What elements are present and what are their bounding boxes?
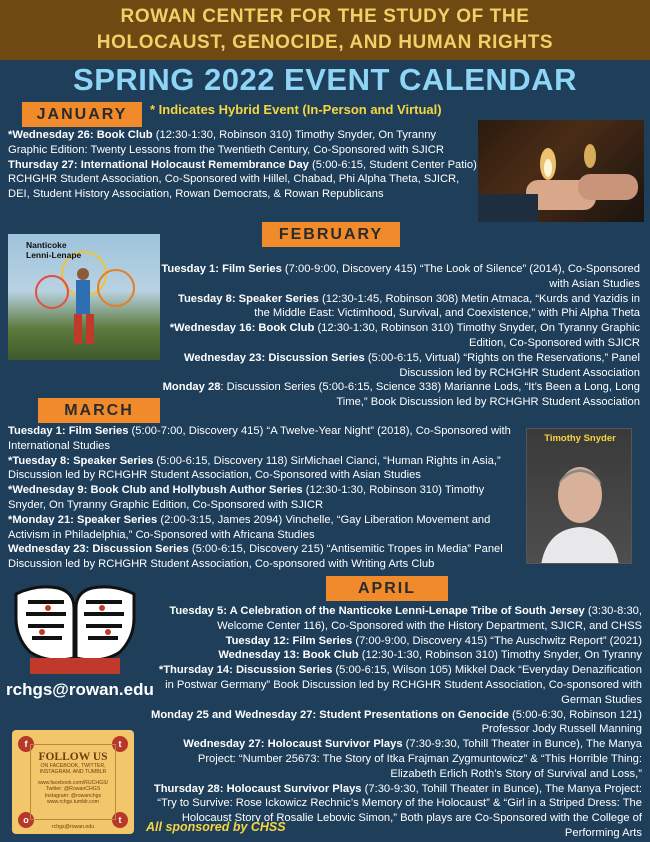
event-item: *Wednesday 26: Book Club (12:30-1:30, Robinson 310) Timothy Snyder, On Tyranny Graphic Edition: Twenty Lessons from the Twentieth Century, Co-Sponsored with SJICR bbox=[8, 129, 444, 156]
follow-us-line-2: INSTAGRAM, AND TUMBLR bbox=[39, 769, 107, 776]
follow-us-email[interactable]: rchgs@rowan.edu bbox=[51, 824, 95, 830]
candles-photo bbox=[478, 120, 644, 222]
event-item: Tuesday 1: Film Series (7:00-9:00, Discovery 415) “The Look of Silence” (2014), Co-Sponsored with Asian Studies bbox=[161, 263, 640, 290]
header-banner bbox=[0, 0, 650, 60]
march-events bbox=[8, 424, 512, 572]
banner-line-2: HOLOCAUST, GENOCIDE, AND HUMAN RIGHTS bbox=[96, 32, 554, 53]
event-item: Wednesday 23: Discussion Series (5:00-6:15, Virtual) “Rights on the Reservations,” Panel Discussion led by RCHGHR Student Association bbox=[183, 351, 640, 379]
snyder-caption: Timothy Snyder bbox=[544, 433, 616, 444]
month-april: APRIL bbox=[326, 576, 448, 601]
hands-illustration bbox=[8, 578, 142, 676]
hands-logo bbox=[8, 578, 142, 676]
hybrid-note: * Indicates Hybrid Event (In-Person and Virtual) bbox=[150, 102, 442, 117]
tumblr-icon[interactable]: t bbox=[112, 812, 128, 828]
candles-illustration bbox=[478, 120, 644, 222]
event-item: *Wednesday 9: Book Club and Hollybush Author Series (12:30-1:30, Robinson 310) Timothy Snyder, On Tyranny Graphic Edition, Co-Sponsored with SJICR bbox=[8, 484, 485, 511]
event-item: Tuesday 5: A Celebration of the Nanticoke Lenni-Lenape Tribe of South Jersey (3:30-8:30, Welcome Center 116), Co-Sponsored with the History Department, SJICR, and CHSS bbox=[169, 605, 642, 632]
tumblr-link[interactable]: www.rchgs.tumblr.com bbox=[47, 799, 99, 806]
event-item: Monday 28: Discussion Series (5:00-6:15, Science 338) Marianne Lods, “It’s Been a Long, Long Time,” Book Discussion led by RCHGHR Student Association bbox=[162, 381, 640, 409]
sponsor-note: All sponsored by CHSS bbox=[146, 820, 286, 834]
event-item: Wednesday 27: Holocaust Survivor Plays (7:30-9:30, Tohill Theater in Bunce), The Manya Project: “Number 25673: The Story of Itka Frajman Zygmuntowicz” & “This Horrible Thing: Elizabeth Erlich Roth’s Story of Survival and Loss,” bbox=[183, 738, 642, 780]
month-february: FEBRUARY bbox=[262, 222, 400, 247]
contact-email[interactable]: rchgs@rowan.edu bbox=[6, 680, 154, 699]
instagram-link[interactable]: Instagram: @rowanchgs bbox=[44, 792, 102, 799]
twitter-link[interactable]: Twitter: @RowanCHGS bbox=[45, 786, 101, 793]
month-march: MARCH bbox=[38, 398, 160, 423]
snyder-photo bbox=[526, 428, 632, 564]
page-title: SPRING 2022 EVENT CALENDAR bbox=[73, 62, 577, 97]
april-events bbox=[150, 604, 642, 841]
event-item: *Tuesday 8: Speaker Series (5:00-6:15, Discovery 118) SirMichael Cianci, “Human Rights in Asia,” Discussion led by RCHGHR Student Association, Co-Sponsored with Asian Studies bbox=[8, 454, 501, 482]
month-january: JANUARY bbox=[22, 102, 142, 127]
facebook-link[interactable]: www.facebook.com/RUCHGS/ bbox=[37, 779, 109, 786]
event-item: *Thursday 14: Discussion Series (5:00-6:15, Wilson 105) Mikkel Dack “Everyday Denazification in Postwar Germany” Book Discussion led by RCHGHR Student Association, Co-sponsored with German Studies bbox=[158, 664, 642, 706]
february-events bbox=[160, 262, 640, 410]
event-item: Wednesday 13: Book Club (12:30-1:30, Robinson 310) Timothy Snyder, On Tyranny bbox=[218, 649, 642, 662]
event-item: Thursday 27: International Holocaust Remembrance Day (5:00-6:15, Student Center Patio) RCHGHR Student Association, Co-Sponsored with Hillel, Chabad, Phi Alpha Theta, SJICR, DEI, Student History Association, Rowan Democrats, & Rowan Republicans bbox=[8, 158, 477, 201]
january-events bbox=[8, 128, 478, 202]
event-item: Tuesday 12: Film Series (7:00-9:00, Discovery 415) “The Auschwitz Report” (2021) bbox=[225, 634, 642, 647]
event-item: Monday 25 and Wednesday 27: Student Presentations on Genocide (5:00-6:30, Robinson 121) Professor Jody Russell Manning bbox=[151, 708, 642, 736]
event-item: *Monday 21: Speaker Series (2:00-3:15, James 2094) Vinchelle, “Gay Liberation Movement and Activism in Philadelphia,” Co-Sponsored with Africana Studies bbox=[8, 513, 491, 541]
follow-us-box bbox=[12, 730, 134, 834]
event-item: Tuesday 8: Speaker Series (12:30-1:45, Robinson 308) Metin Atmaca, “Kurds and Yazidis in the Middle East: Victimhood, Survival, and Coexistence,” with Phi Alpha Theta bbox=[177, 292, 640, 320]
event-item: Thursday 28: Holocaust Survivor Plays (7:30-9:30, Tohill Theater in Bunce), The Manya Project: “Try to Survive: Rose Ickowicz Rechnic’s Memory of the Holocaust” & “Girl in a Striped Dress: The Holocaust Story of Rosalie Lebovic Simon,” Both plays are Co-Sponsored with the College of Performing Arts bbox=[153, 782, 642, 839]
event-item: Tuesday 1: Film Series (5:00-7:00, Discovery 415) “A Twelve-Year Night” (2018), Co-Sponsored with International Studies bbox=[8, 425, 511, 452]
instagram-icon[interactable]: o bbox=[18, 812, 34, 828]
nanticoke-caption: Nanticoke Lenni-Lenape bbox=[26, 240, 82, 260]
event-item: *Wednesday 16: Book Club (12:30-1:30, Robinson 310) Timothy Snyder, On Tyranny Graphic Edition, Co-Sponsored with SJICR bbox=[169, 322, 640, 349]
follow-us-line-1: ON FACEBOOK, TWITTER, bbox=[40, 763, 106, 769]
nanticoke-photo bbox=[8, 234, 160, 360]
twitter-icon[interactable]: t bbox=[112, 736, 128, 752]
follow-us-title: FOLLOW US bbox=[38, 751, 108, 763]
facebook-icon[interactable]: f bbox=[18, 736, 34, 752]
event-item: Wednesday 23: Discussion Series (5:00-6:15, Discovery 215) “Antisemitic Tropes in Media” Panel Discussion led by RCHGHR Student Association, Co-sponsored with Writing Arts Club bbox=[8, 543, 503, 571]
portrait-illustration bbox=[527, 429, 632, 564]
follow-us-panel bbox=[30, 744, 116, 820]
banner-line-1: ROWAN CENTER FOR THE STUDY OF THE bbox=[120, 6, 530, 27]
